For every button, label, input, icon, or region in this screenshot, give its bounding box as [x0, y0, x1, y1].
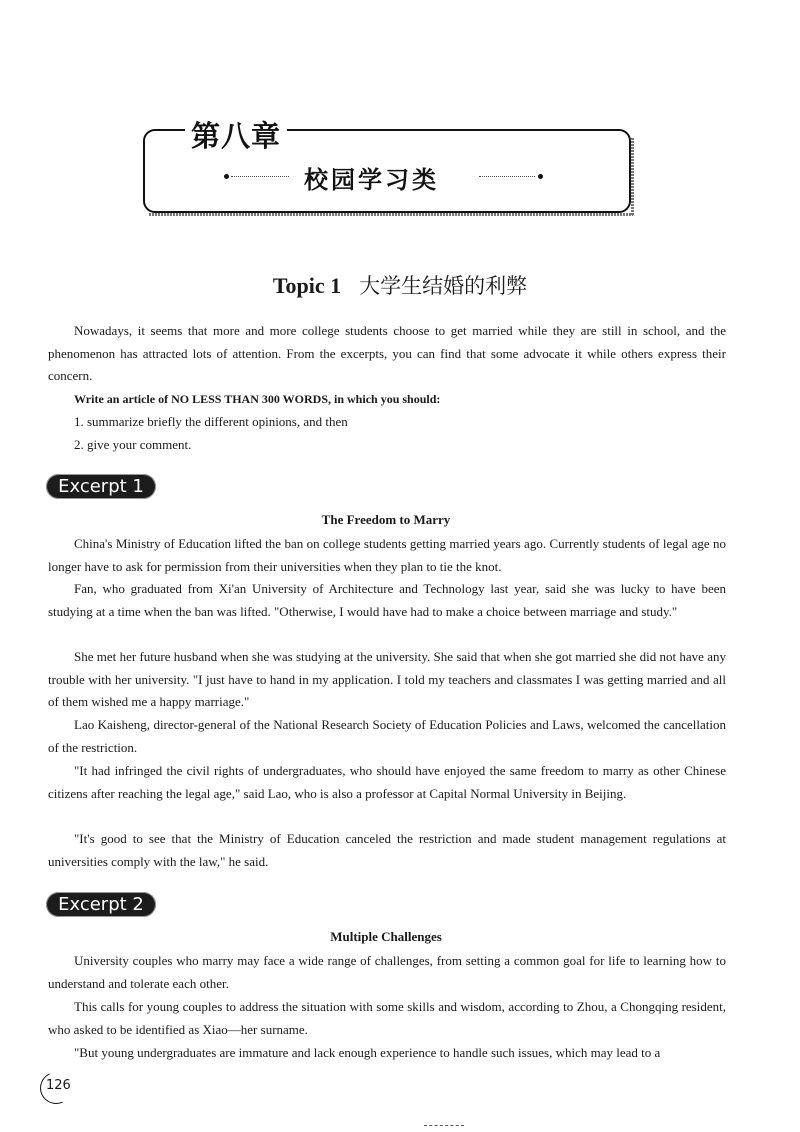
excerpt-1-label: Excerpt 1 [46, 474, 156, 499]
bullet-dot-left [224, 174, 229, 179]
instruction-item-2: 2. give your comment. [74, 437, 192, 452]
bottom-dashed-rule [424, 1125, 464, 1126]
excerpt-1-paragraph-6: "It's good to see that the Ministry of Education canceled the restriction and made student management regulations at universities comply with the law," he said. [48, 831, 726, 869]
excerpt-2-paragraph-1: University couples who marry may face a wide range of challenges, from setting a common goal for life to learning how to understand and tolerate each other. [48, 953, 726, 991]
excerpt-2-label: Excerpt 2 [46, 892, 156, 917]
excerpt-1-heading: The Freedom to Marry [321, 512, 451, 527]
intro-paragraph: Nowadays, it seems that more and more college students choose to get married while they are still in school, and the phenomenon has attracted lots of attention. From the excerpts, you can find that some advocate it while others express their concern. [48, 323, 726, 383]
instruction-item-1: 1. summarize briefly the different opinions, and then [74, 414, 348, 429]
excerpt-2-paragraph-2: This calls for young couples to address the situation with some skills and wisdom, according to Zhou, a Chongqing resident, who asked to be identified as Xiao—her surname. [48, 999, 726, 1037]
chapter-title: 校园学习类 [304, 166, 439, 194]
excerpt-1-paragraph-3: She met her future husband when she was studying at the university. She said that when she got married she did not have any trouble with her university. "I just have to hand in my application. I told my teachers and classmates I was getting married and all of them wished me a happy marriage." [48, 649, 726, 709]
excerpt-1-paragraph-5: "It had infringed the civil rights of undergraduates, who should have enjoyed the same freedom to marry as other Chinese citizens after reaching the legal age," said Lao, who is also a professor at Capital Normal University in Beijing. [48, 763, 726, 801]
excerpt-1-paragraph-1: China's Ministry of Education lifted the ban on college students getting married years ago. Currently students of legal age no longer have to ask for permission from their universities when they plan to tie the knot. [48, 536, 726, 574]
page-number-text: 126 [46, 1078, 71, 1093]
topic-title: 大学生结婚的利弊 [359, 274, 528, 298]
topic-heading [0, 270, 800, 300]
chapter-number: 第八章 [185, 114, 287, 155]
topic-label: Topic 1 [272, 273, 342, 298]
dotted-rule-right [479, 176, 535, 177]
writing-instruction: Write an article of NO LESS THAN 300 WORDS, in which you should: [74, 392, 441, 406]
excerpt-2-heading: Multiple Challenges [330, 929, 442, 944]
excerpt-1-paragraph-2: Fan, who graduated from Xi'an University of Architecture and Technology last year, said she was lucky to have been studying at a time when the ban was lifted. "Otherwise, I would have had to make a choice between marriage and study." [48, 581, 726, 619]
bullet-dot-right [538, 174, 543, 179]
chapter-title-row [224, 160, 544, 194]
dotted-rule-left [231, 176, 289, 177]
excerpt-2-paragraph-3: "But young undergraduates are immature and lack enough experience to handle such issues, which may lead to a [74, 1045, 661, 1060]
page-number [40, 1072, 74, 1102]
excerpt-1-paragraph-4: Lao Kaisheng, director-general of the National Research Society of Education Policies and Laws, welcomed the cancellation of the restriction. [48, 717, 726, 755]
